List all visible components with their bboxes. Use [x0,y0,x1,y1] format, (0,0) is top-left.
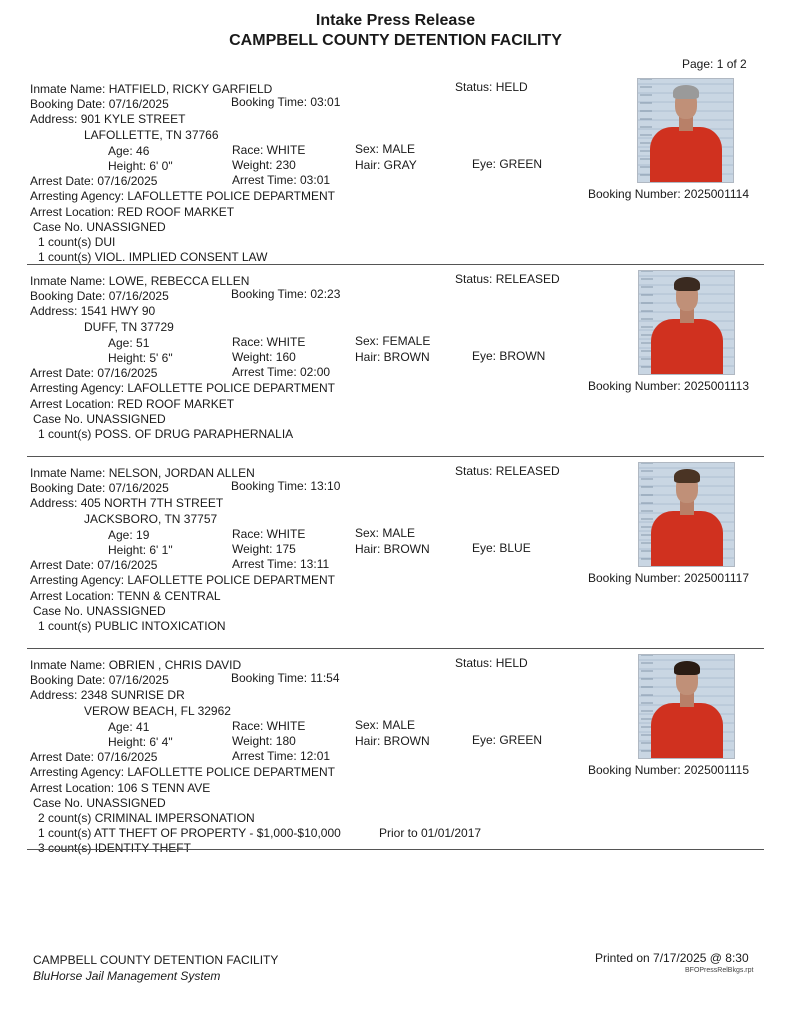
inmate-record [0,462,791,657]
report-filename: BFOPressRelBkgs.rpt [685,967,754,974]
hair-shape [674,469,700,483]
booking-number: Booking Number: 2025001113 [588,379,750,393]
mugshot-photo [638,654,735,759]
eye-color: Eye: GREEN [472,733,543,747]
hair-shape [674,277,700,291]
footer-facility: CAMPBELL COUNTY DETENTION FACILITY [33,953,279,967]
address-line2: DUFF, TN 37729 [84,320,174,334]
age: Age: 19 [108,528,150,542]
sex: Sex: MALE [355,718,416,732]
arresting-agency: Arresting Agency: LAFOLLETTE POLICE DEPARTMENT [30,573,335,587]
inmate-status: Status: RELEASED [455,272,560,286]
hair-color: Hair: BROWN [355,350,430,364]
age: Age: 51 [108,336,150,350]
inmate-name: Inmate Name: NELSON, JORDAN ALLEN [30,466,255,480]
charge-line: 1 count(s) PUBLIC INTOXICATION [38,619,226,633]
weight: Weight: 230 [232,158,296,172]
jumpsuit-shape [651,703,723,759]
booking-time: Booking Time: 13:10 [231,479,341,493]
arrest-time: Arrest Time: 13:11 [232,557,330,571]
case-number: Case No. UNASSIGNED [33,412,166,426]
address-line2: LAFOLLETTE, TN 37766 [84,128,219,142]
inmate-status: Status: RELEASED [455,464,560,478]
inmate-record [0,78,791,273]
arrest-location: Arrest Location: RED ROOF MARKET [30,397,235,411]
weight: Weight: 180 [232,734,296,748]
race: Race: WHITE [232,527,306,541]
booking-date: Booking Date: 07/16/2025 [30,673,169,687]
neck-shape [680,309,694,323]
height: Height: 5' 6" [108,351,173,365]
booking-number: Booking Number: 2025001117 [588,571,750,585]
address-line1: Address: 1541 HWY 90 [30,304,156,318]
arresting-agency: Arresting Agency: LAFOLLETTE POLICE DEPARTMENT [30,189,335,203]
record-divider [27,456,764,457]
neck-shape [680,693,694,707]
weight: Weight: 175 [232,542,296,556]
booking-number: Booking Number: 2025001115 [588,763,750,777]
charge-line: 1 count(s) ATT THEFT OF PROPERTY - $1,000-$10,000 [38,826,341,840]
address-line2: VEROW BEACH, FL 32962 [84,704,231,718]
weight: Weight: 160 [232,350,296,364]
facility-title: CAMPBELL COUNTY DETENTION FACILITY [229,32,562,49]
charge-line: 1 count(s) POSS. OF DRUG PARAPHERNALIA [38,427,294,441]
sex: Sex: MALE [355,142,416,156]
charge-line: 3 count(s) IDENTITY THEFT [38,841,191,855]
address-line2: JACKSBORO, TN 37757 [84,512,218,526]
hair-shape [673,85,699,99]
arresting-agency: Arresting Agency: LAFOLLETTE POLICE DEPARTMENT [30,381,335,395]
booking-time: Booking Time: 11:54 [231,671,340,685]
sex: Sex: FEMALE [355,334,431,348]
mugshot-photo [638,270,735,375]
height: Height: 6' 4" [108,735,173,749]
mugshot-photo [637,78,734,183]
charge-line: 1 count(s) VIOL. IMPLIED CONSENT LAW [38,250,268,264]
document-title: Intake Press Release [315,12,476,29]
neck-shape [680,501,694,515]
case-number: Case No. UNASSIGNED [33,796,166,810]
case-number: Case No. UNASSIGNED [33,220,166,234]
inmate-record [0,654,791,855]
inmate-record [0,270,791,465]
race: Race: WHITE [232,143,306,157]
booking-number: Booking Number: 2025001114 [588,187,750,201]
arrest-date: Arrest Date: 07/16/2025 [30,174,158,188]
arrest-date: Arrest Date: 07/16/2025 [30,750,158,764]
hair-color: Hair: GRAY [355,158,417,172]
address-line1: Address: 405 NORTH 7TH STREET [30,496,224,510]
case-number: Case No. UNASSIGNED [33,604,166,618]
page-number: Page: 1 of 2 [682,57,747,71]
height: Height: 6' 0" [108,159,173,173]
address-line1: Address: 2348 SUNRISE DR [30,688,185,702]
neck-shape [679,117,693,131]
charge-line: 1 count(s) DUI [38,235,116,249]
record-divider [27,648,764,649]
arresting-agency: Arresting Agency: LAFOLLETTE POLICE DEPARTMENT [30,765,335,779]
footer-system: BluHorse Jail Management System [33,969,221,983]
race: Race: WHITE [232,335,306,349]
arrest-date: Arrest Date: 07/16/2025 [30,558,158,572]
arrest-location: Arrest Location: RED ROOF MARKET [30,205,235,219]
address-line1: Address: 901 KYLE STREET [30,112,186,126]
booking-date: Booking Date: 07/16/2025 [30,289,169,303]
booking-date: Booking Date: 07/16/2025 [30,97,169,111]
eye-color: Eye: BLUE [472,541,531,555]
eye-color: Eye: BROWN [472,349,546,363]
jumpsuit-shape [650,127,722,183]
inmate-status: Status: HELD [455,656,528,670]
inmate-name: Inmate Name: LOWE, REBECCA ELLEN [30,274,250,288]
arrest-time: Arrest Time: 03:01 [232,173,331,187]
hair-color: Hair: BROWN [355,734,430,748]
charge-line: 2 count(s) CRIMINAL IMPERSONATION [38,811,255,825]
charge-note: Prior to 01/01/2017 [379,826,482,840]
inmate-name: Inmate Name: HATFIELD, RICKY GARFIELD [30,82,273,96]
record-divider [27,849,764,850]
age: Age: 46 [108,144,150,158]
inmate-name: Inmate Name: OBRIEN , CHRIS DAVID [30,658,242,672]
height: Height: 6' 1" [108,543,173,557]
arrest-date: Arrest Date: 07/16/2025 [30,366,158,380]
race: Race: WHITE [232,719,306,733]
booking-time: Booking Time: 03:01 [231,95,341,109]
jumpsuit-shape [651,319,723,375]
arrest-time: Arrest Time: 02:00 [232,365,331,379]
hair-shape [674,661,700,675]
booking-date: Booking Date: 07/16/2025 [30,481,169,495]
arrest-location: Arrest Location: 106 S TENN AVE [30,781,211,795]
inmate-status: Status: HELD [455,80,528,94]
arrest-location: Arrest Location: TENN & CENTRAL [30,589,221,603]
age: Age: 41 [108,720,150,734]
jumpsuit-shape [651,511,723,567]
booking-time: Booking Time: 02:23 [231,287,341,301]
eye-color: Eye: GREEN [472,157,543,171]
mugshot-photo [638,462,735,567]
record-divider [27,264,764,265]
printed-timestamp: Printed on 7/17/2025 @ 8:30 [595,951,749,965]
arrest-time: Arrest Time: 12:01 [232,749,331,763]
hair-color: Hair: BROWN [355,542,430,556]
sex: Sex: MALE [355,526,416,540]
